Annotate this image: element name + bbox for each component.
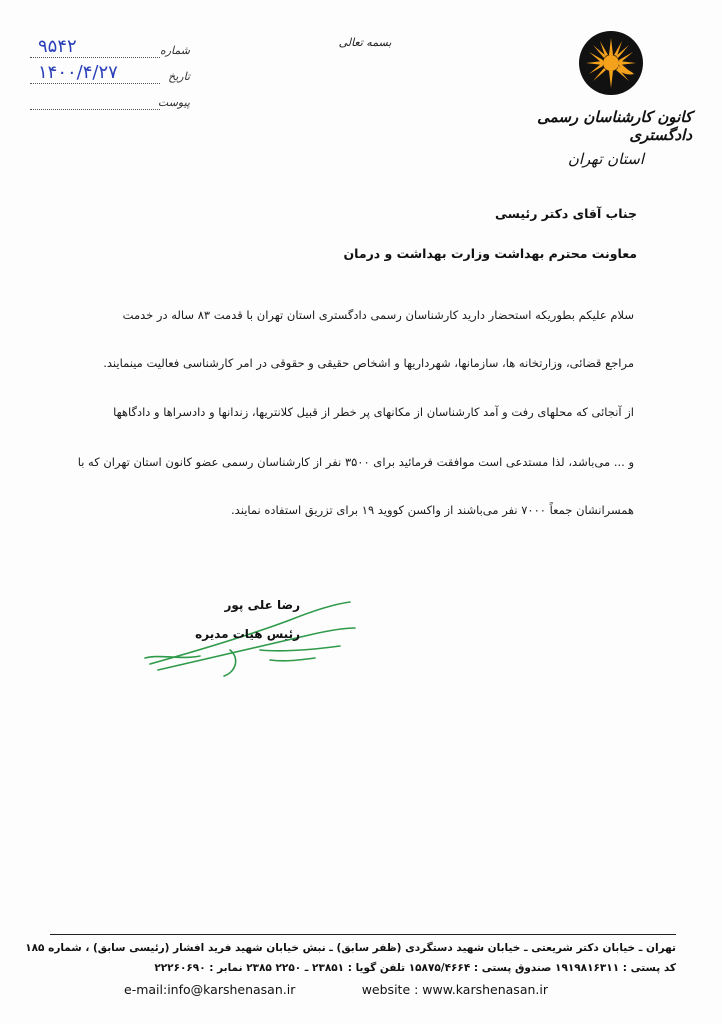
letter-number-label: شماره: [159, 44, 190, 57]
recipient-name: جناب آقای دکتر رئیسی: [495, 206, 637, 221]
letter-date-label: تاریخ: [168, 70, 190, 83]
footer-website[interactable]: website : www.karshenasan.ir: [361, 982, 548, 997]
body-line: همسرانشان جمعاً ۷۰۰۰ نفر می‌باشند از واکسن کووید ۱۹ برای تزریق استفاده نمایند.: [231, 503, 634, 517]
footer-divider: [50, 934, 676, 935]
organization-logo: [578, 30, 644, 96]
letter-date-value: ۱۴۰۰/۴/۲۷: [38, 62, 118, 83]
body-line: مراجع قضائی، وزارتخانه ها، سازمانها، شهرداریها و اشخاص حقیقی و حقوقی در امر کارشناسی فعالیت مینمایند.: [103, 356, 634, 370]
letter-date-field: [30, 64, 190, 86]
attachment-label: پیوست: [157, 96, 190, 109]
footer-contacts: کد پستی : ۱۹۱۹۸۱۶۳۱۱ صندوق پستی : ۱۵۸۷۵/۴۶۶۴ تلفن گویا : ۲۳۸۵۱ ـ ۲۲۵۰ ۲۳۸۵ نمابر : ۲۲۲۶۰۶۹۰: [154, 962, 676, 974]
basmala: بسمه تعالی: [338, 36, 392, 49]
recipient-title: معاونت محترم بهداشت وزارت بهداشت و درمان: [343, 246, 637, 261]
body-line: از آنجائی که محلهای رفت و آمد کارشناسان از مکانهای پر خطر از قبیل کلانتریها، زندانها و دادسراها و دادگاهها: [113, 405, 634, 419]
body-line: سلام علیکم بطوریکه استحضار دارید کارشناسان رسمی دادگستری استان تهران با قدمت ۸۳ ساله در خدمت: [122, 308, 634, 322]
signatory-name: رضا علی پور: [224, 598, 300, 612]
signatory-title: رئیس هیات مدیره: [195, 627, 300, 641]
dotted-line: [30, 109, 160, 110]
footer-email[interactable]: e-mail:info@karshenasan.ir: [124, 982, 296, 997]
footer-web-row: [50, 982, 676, 1002]
body-line: و ... می‌باشد، لذا مستدعی است موافقت فرمائید برای ۳۵۰۰ نفر از کارشناسان رسمی عضو کانون استان تهران که با: [77, 455, 634, 469]
organization-province: استان تهران: [567, 150, 644, 168]
attachment-field: [30, 90, 190, 112]
footer-address: تهران ـ خیابان دکتر شریعتی ـ خیابان شهید دستگردی (ظفر سابق) ـ نبش خیابان شهید فرید افشار (رئیسی سابق) ، شماره ۱۸۵: [25, 942, 676, 954]
dotted-line: [30, 83, 160, 84]
letter-number-field: [30, 38, 190, 60]
dotted-line: [30, 57, 160, 58]
organization-name: کانون کارشناسان رسمی دادگستری: [537, 108, 692, 144]
letter-number-value: ۹۵۴۲: [38, 36, 77, 57]
